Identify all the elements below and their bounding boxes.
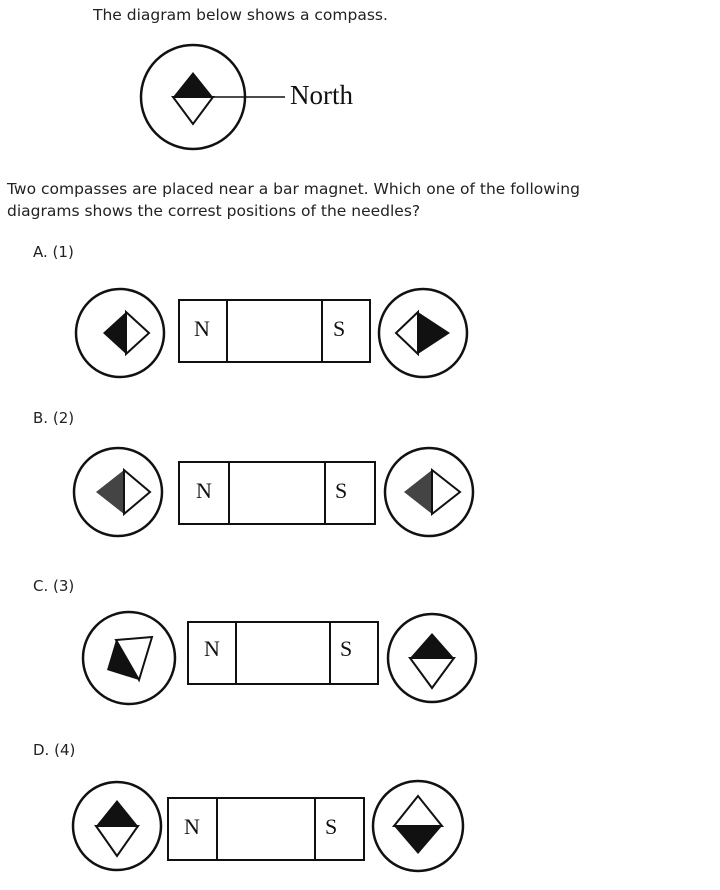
option-b-pole-s: S	[335, 478, 348, 503]
option-a-diagram[interactable]	[76, 289, 467, 377]
option-d-diagram[interactable]	[73, 781, 463, 871]
question-line-1: Two compasses are placed near a bar magnet. Which one of the following	[7, 180, 580, 198]
option-c-diagram[interactable]	[83, 612, 476, 704]
option-b-number: (2)	[52, 409, 75, 427]
option-d-pole-n: N	[184, 814, 200, 839]
option-b-diagram[interactable]	[74, 448, 473, 536]
option-c-pole-n: N	[204, 636, 220, 661]
north-label: North	[290, 80, 353, 110]
option-a-letter: A.	[33, 243, 48, 261]
option-d-pole-s: S	[325, 814, 338, 839]
intro-text: The diagram below shows a compass.	[93, 6, 388, 24]
option-d-number: (4)	[54, 741, 76, 759]
option-a-pole-s: S	[333, 316, 346, 341]
option-b-pole-n: N	[196, 478, 212, 503]
question-line-2: diagrams shows the correst positions of the needles?	[7, 202, 421, 220]
option-a-number: (1)	[52, 243, 74, 261]
option-c-pole-s: S	[340, 636, 353, 661]
option-a-pole-n: N	[194, 316, 210, 341]
reference-compass	[141, 45, 285, 149]
option-c-number: (3)	[53, 577, 75, 595]
option-c-letter: C.	[33, 577, 49, 595]
option-d-letter: D.	[33, 741, 50, 759]
option-b-letter: B.	[33, 409, 49, 427]
